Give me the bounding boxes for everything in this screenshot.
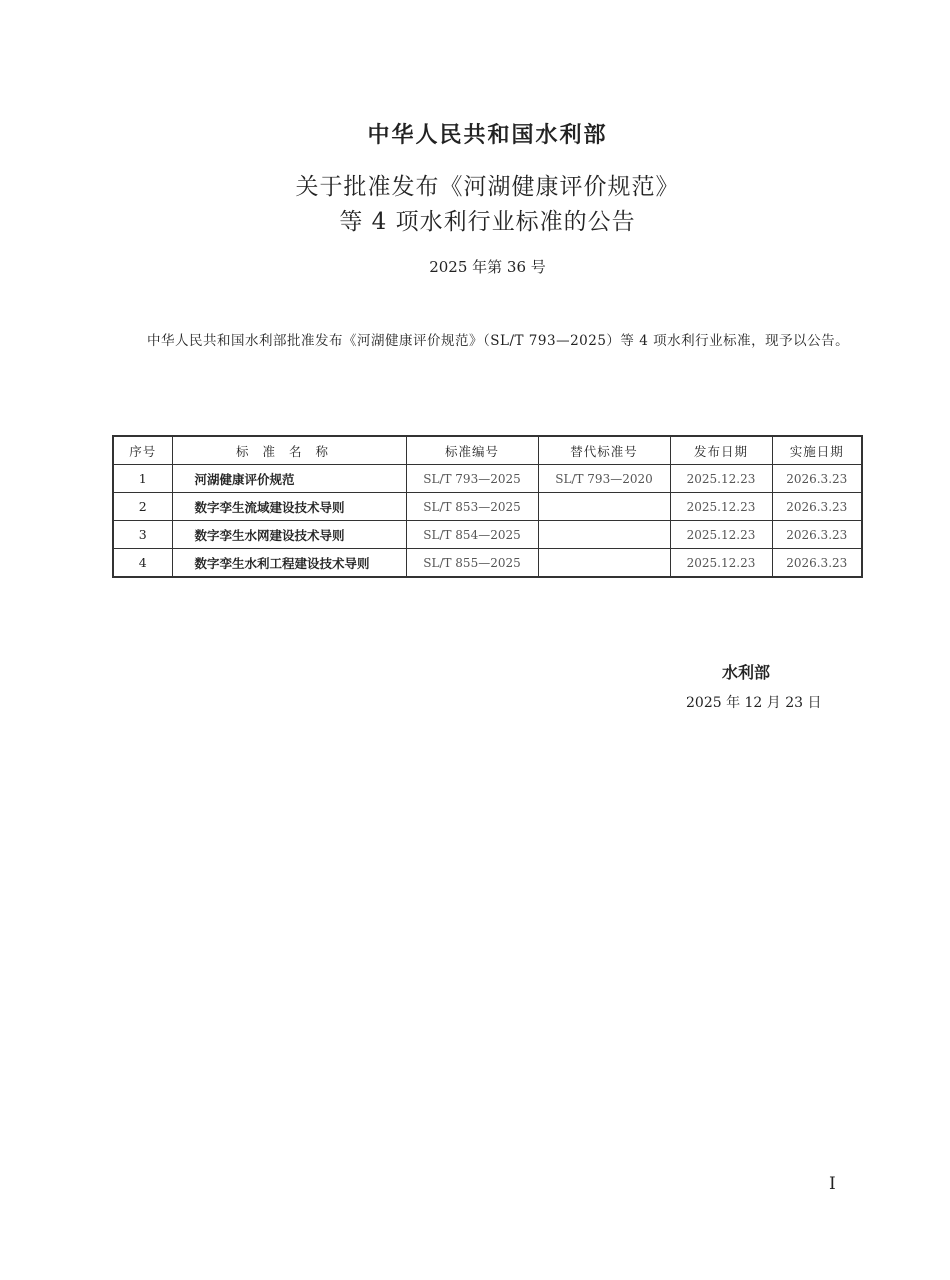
- table-row: [113, 465, 862, 493]
- header-name: 标准名称: [172, 436, 406, 465]
- header-release-date: 发布日期: [670, 436, 772, 465]
- cell-release-date: 2025.12.23: [670, 521, 772, 549]
- table-header-row: [113, 436, 862, 465]
- cell-replaced: [538, 521, 670, 549]
- table-row: [113, 549, 862, 578]
- cell-effective-date: 2026.3.23: [772, 549, 862, 578]
- cell-effective-date: 2026.3.23: [772, 521, 862, 549]
- cell-seq: 2: [113, 493, 172, 521]
- title-line-1: 关于批准发布《河湖健康评价规范》: [295, 174, 680, 200]
- document-number: 2025 年第 36 号: [429, 258, 546, 276]
- cell-effective-date: 2026.3.23: [772, 493, 862, 521]
- cell-effective-date: 2026.3.23: [772, 465, 862, 493]
- cell-replaced: [538, 493, 670, 521]
- cell-code: SL/T 854—2025: [406, 521, 538, 549]
- standards-table: [112, 435, 863, 578]
- header-effective-date: 实施日期: [772, 436, 862, 465]
- cell-name: 数字孪生水网建设技术导则: [172, 521, 406, 549]
- cell-code: SL/T 853—2025: [406, 493, 538, 521]
- title-line-2: 等 4 项水利行业标准的公告: [339, 209, 636, 235]
- cell-name: 数字孪生流域建设技术导则: [172, 493, 406, 521]
- cell-name: 河湖健康评价规范: [172, 465, 406, 493]
- cell-seq: 4: [113, 549, 172, 578]
- cell-name: 数字孪生水利工程建设技术导则: [172, 549, 406, 578]
- announcement-title: [0, 170, 950, 240]
- cell-release-date: 2025.12.23: [670, 493, 772, 521]
- header-replaced: 替代标准号: [538, 436, 670, 465]
- page-number: I: [829, 1174, 836, 1194]
- signing-date: 2025 年 12 月 23 日: [686, 695, 822, 711]
- header-seq: 序号: [113, 436, 172, 465]
- cell-release-date: 2025.12.23: [670, 549, 772, 578]
- cell-code: SL/T 855—2025: [406, 549, 538, 578]
- issuing-ministry: 中华人民共和国水利部: [367, 123, 608, 148]
- announcement-paragraph: 中华人民共和国水利部批准发布《河湖健康评价规范》（SL/T 793—2025）等 4 项水利行业标准，现予以公告。: [147, 333, 850, 349]
- cell-release-date: 2025.12.23: [670, 465, 772, 493]
- cell-seq: 1: [113, 465, 172, 493]
- table-row: [113, 493, 862, 521]
- table-row: [113, 521, 862, 549]
- cell-replaced: SL/T 793—2020: [538, 465, 670, 493]
- signing-authority: 水利部: [722, 663, 771, 682]
- cell-seq: 3: [113, 521, 172, 549]
- cell-code: SL/T 793—2025: [406, 465, 538, 493]
- cell-replaced: [538, 549, 670, 578]
- header-code: 标准编号: [406, 436, 538, 465]
